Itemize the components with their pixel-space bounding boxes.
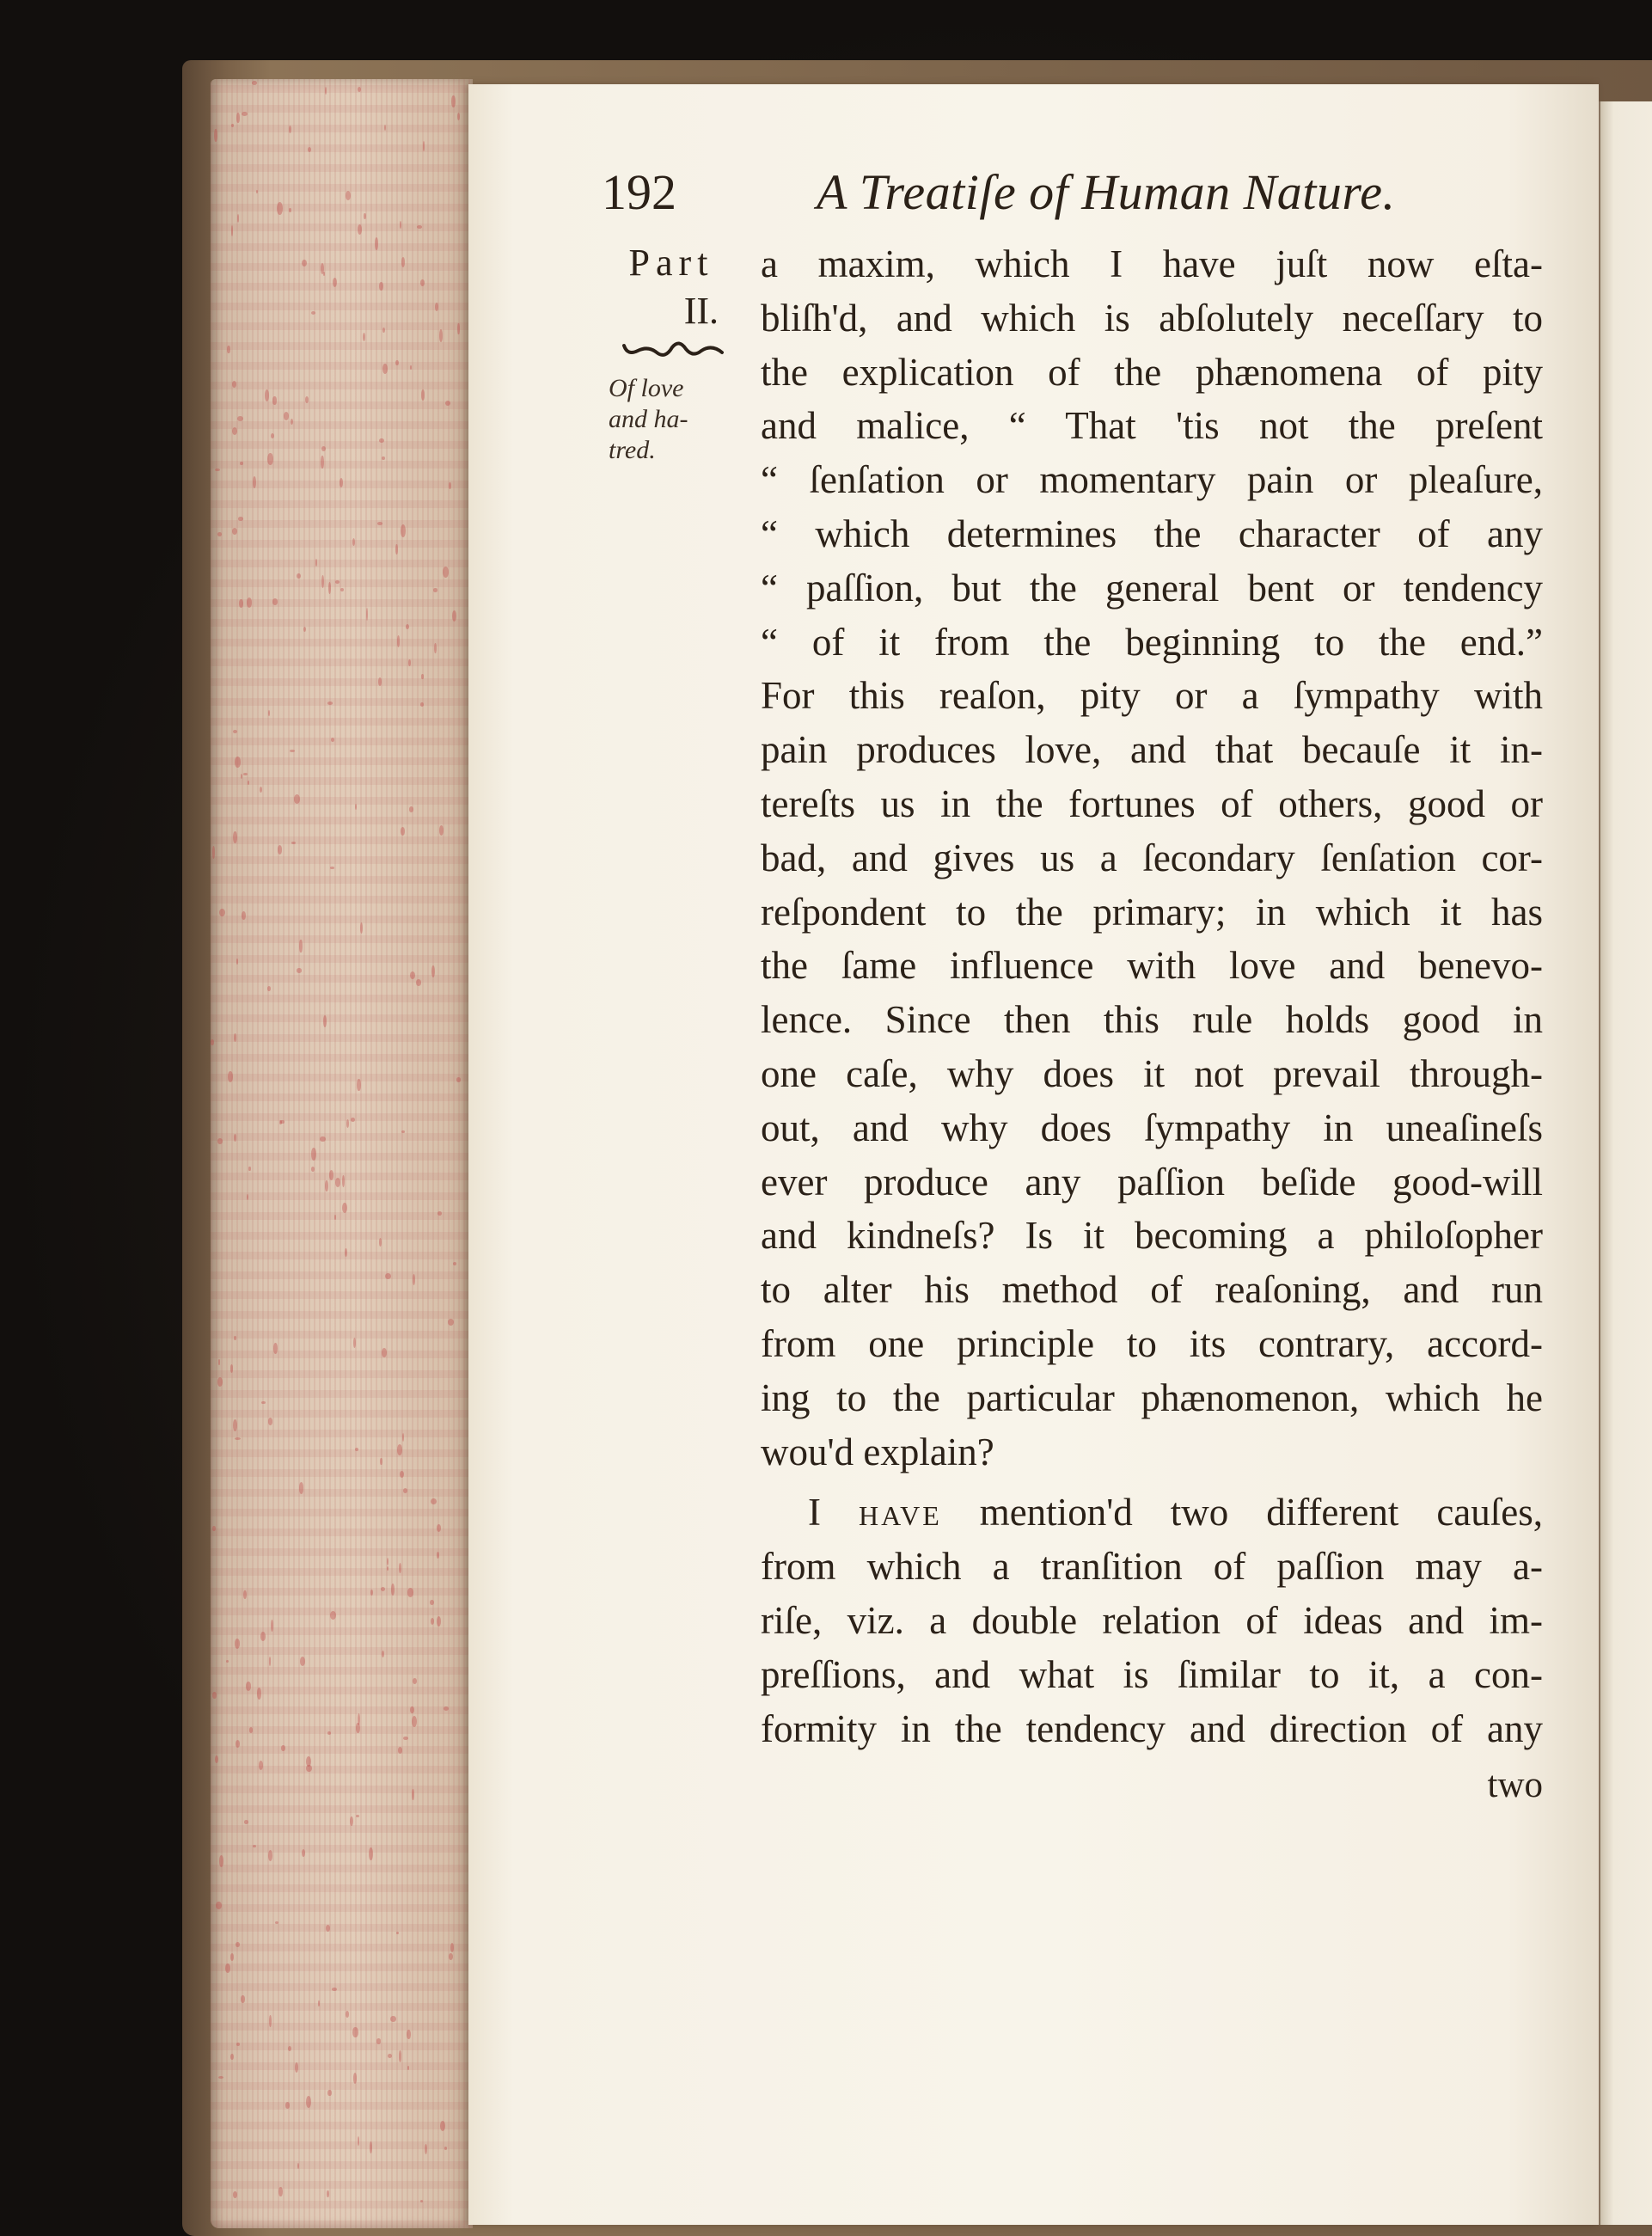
edge-speckle <box>268 1418 273 1425</box>
text-line: bliſh'd, and which is abſolutely neceſſary to <box>761 296 1543 340</box>
edge-speckle <box>300 1657 305 1666</box>
edge-speckle <box>335 1178 340 1187</box>
edge-speckle <box>269 1657 272 1666</box>
edge-speckle <box>449 482 451 489</box>
edge-speckle <box>379 1238 382 1247</box>
edge-speckle <box>261 1401 266 1404</box>
edge-speckle <box>331 738 334 742</box>
text-line: “ of it from the beginning to the end.” <box>761 620 1543 664</box>
edge-speckle <box>272 598 278 604</box>
edge-speckle <box>269 2015 272 2028</box>
edge-speckle <box>439 825 444 836</box>
edge-speckle <box>325 87 327 95</box>
edge-speckle <box>232 528 237 535</box>
edge-speckle <box>363 333 365 341</box>
text-line: out, and why does ſympathy in uneaſineſs <box>761 1106 1543 1149</box>
text-line: the ſame influence with love and benevo- <box>761 944 1543 988</box>
edge-speckle <box>218 1359 221 1365</box>
text-line: “ ſenſation or momentary pain or pleaſure, <box>761 458 1543 502</box>
edge-speckle <box>231 124 234 126</box>
edge-speckle <box>340 478 343 487</box>
edge-speckle <box>401 1130 404 1134</box>
edge-speckle <box>330 867 334 869</box>
edge-speckle <box>242 112 248 116</box>
edge-speckle <box>311 311 315 315</box>
edge-speckle <box>410 365 412 371</box>
edge-speckle <box>355 1448 358 1451</box>
edge-speckle <box>295 2062 298 2073</box>
text-line: a maxim, which I have juſt now eſta- <box>761 242 1543 285</box>
edge-speckle <box>401 827 405 835</box>
text-line: lence. Since then this rule holds good in <box>761 998 1543 1042</box>
edge-speckle <box>358 87 361 92</box>
edge-speckle <box>326 1925 330 1932</box>
edge-speckle <box>382 364 388 374</box>
edge-speckle <box>268 710 270 716</box>
edge-speckle <box>253 476 256 488</box>
edge-speckle <box>413 1678 417 1684</box>
edge-speckle <box>233 831 237 843</box>
edge-speckle <box>437 1524 441 1532</box>
edge-speckle <box>219 1855 224 1867</box>
edge-speckle <box>448 1319 454 1326</box>
edge-speckle <box>399 2050 402 2062</box>
edge-speckle <box>391 1584 395 1595</box>
text-line: “ paſſion, but the general bent or tendency <box>761 566 1543 610</box>
edge-speckle <box>239 599 242 608</box>
text-line: preſſions, and what is ſimilar to it, a con- <box>761 1652 1543 1696</box>
edge-speckle <box>234 1336 236 1340</box>
edge-speckle <box>230 1953 234 1961</box>
edge-speckle <box>288 2046 291 2051</box>
edge-speckle <box>425 2144 427 2154</box>
edge-speckle <box>268 1850 272 1861</box>
edge-speckle <box>315 559 318 567</box>
edge-speckle <box>352 538 355 546</box>
edge-speckle <box>247 597 253 608</box>
edge-speckle <box>407 1588 413 1596</box>
edge-speckle <box>457 113 460 120</box>
edge-speckle <box>443 567 449 578</box>
part-number: II. <box>683 290 719 332</box>
edge-speckle <box>440 2121 445 2131</box>
edge-speckle <box>212 846 215 858</box>
text-line: from one principle to its contrary, accord- <box>761 1321 1543 1365</box>
sidenote <box>609 373 748 466</box>
edge-speckle <box>444 1706 450 1711</box>
edge-speckle <box>381 1587 385 1591</box>
text-line: riſe, viz. a double relation of ideas and im- <box>761 1598 1543 1642</box>
edge-speckle <box>397 635 401 647</box>
running-title: A Treatiſe of Human Nature. <box>817 164 1396 220</box>
edge-speckle <box>335 580 340 584</box>
edge-speckle <box>323 1015 327 1026</box>
edge-speckle <box>236 113 239 123</box>
edge-speckle <box>277 202 283 215</box>
edge-speckle <box>241 1995 245 2002</box>
edge-speckle <box>352 2027 358 2037</box>
edge-speckle <box>457 323 459 334</box>
edge-speckle <box>346 1119 349 1128</box>
edge-speckle <box>327 1731 331 1735</box>
sidenote-line: and ha- <box>609 405 688 433</box>
first-line-rest: mention'd two different cauſes, <box>941 1491 1543 1535</box>
edge-speckle <box>237 214 240 223</box>
edge-speckle <box>382 1348 387 1358</box>
edge-speckle <box>430 1600 434 1605</box>
edge-speckle <box>297 968 302 972</box>
edge-speckle <box>420 2200 423 2202</box>
edge-speckle <box>244 1820 249 1824</box>
edge-speckle <box>299 940 302 952</box>
edge-speckle <box>398 1747 402 1754</box>
edge-speckle <box>253 1845 256 1847</box>
edge-speckle <box>410 971 415 979</box>
edge-speckle <box>357 1079 360 1090</box>
edge-speckle <box>320 1136 326 1143</box>
bracket-ornament-icon <box>619 337 731 363</box>
edge-speckle <box>281 1745 285 1752</box>
edge-speckle <box>416 979 422 986</box>
edge-speckle <box>369 1847 373 1860</box>
edge-speckle <box>403 1737 408 1740</box>
edge-speckle <box>407 2030 410 2039</box>
edge-speckle <box>215 1755 218 1764</box>
edge-speckle <box>382 456 385 460</box>
edge-speckle <box>271 433 274 438</box>
edge-speckle <box>302 260 307 267</box>
edge-speckle <box>445 401 450 406</box>
edge-speckle <box>406 624 409 629</box>
edge-speckle <box>366 608 368 621</box>
edge-speckle <box>252 81 257 85</box>
edge-speckle <box>452 610 457 622</box>
edge-speckle <box>260 787 262 793</box>
edge-speckle <box>230 1364 234 1372</box>
edge-speckle <box>340 588 344 591</box>
edge-speckle <box>267 986 271 991</box>
edge-speckle <box>330 1611 336 1620</box>
edge-speckle <box>396 1932 399 1934</box>
edge-speckle <box>397 1444 403 1455</box>
edge-speckle <box>342 1203 347 1213</box>
edge-speckle <box>328 582 331 594</box>
edge-speckle <box>243 773 248 775</box>
edge-speckle <box>444 2147 447 2150</box>
edge-speckle <box>303 627 306 632</box>
edge-speckle <box>351 1118 355 1122</box>
edge-speckle <box>218 2076 223 2079</box>
edge-speckle <box>434 643 437 654</box>
edge-speckle <box>437 1616 441 1626</box>
edge-speckle <box>249 1727 254 1733</box>
text-line: pain produces love, and that becauſe it in- <box>761 728 1543 772</box>
edge-speckle <box>278 2187 282 2197</box>
edge-speckle <box>375 237 378 249</box>
edge-speckle <box>308 147 311 152</box>
page-fore-edge <box>211 79 473 2228</box>
text-line: “ which determines the character of any <box>761 512 1543 555</box>
edge-speckle <box>364 213 365 219</box>
smallcaps-word: have <box>858 1491 942 1535</box>
edge-speckle <box>377 522 382 525</box>
edge-speckle <box>327 2090 331 2097</box>
edge-speckle <box>421 674 424 678</box>
edge-speckle <box>439 329 443 342</box>
edge-speckle <box>346 2011 349 2018</box>
edge-speckle <box>232 427 237 436</box>
edge-speckle <box>382 328 385 333</box>
edge-speckle <box>437 1552 440 1559</box>
edge-speckle <box>217 1138 223 1144</box>
edge-speckle <box>390 2016 396 2022</box>
text-line: reſpondent to the primary; in which it has <box>761 890 1543 934</box>
edge-speckle <box>234 1033 237 1043</box>
edge-speckle <box>456 1077 461 1082</box>
drop-letter: I <box>808 1491 821 1535</box>
edge-speckle <box>376 2038 382 2043</box>
edge-speckle <box>401 524 406 537</box>
edge-speckle <box>453 1262 456 1265</box>
edge-speckle <box>437 1211 442 1216</box>
edge-speckle <box>358 2136 360 2147</box>
text-line: formity in the tendency and direction of any <box>761 1706 1543 1750</box>
edge-speckle <box>297 573 301 579</box>
edge-speckle <box>275 1921 278 1924</box>
edge-speckle <box>431 1618 435 1625</box>
edge-speckle <box>311 1167 315 1172</box>
edge-speckle <box>306 2096 311 2108</box>
edge-speckle <box>451 95 456 107</box>
edge-speckle <box>212 1692 216 1699</box>
text-line: ever produce any paſſion beſide good-will <box>761 1160 1543 1204</box>
edge-speckle <box>291 419 293 425</box>
edge-speckle <box>345 1248 347 1257</box>
edge-speckle <box>450 1943 454 1952</box>
edge-speckle <box>395 360 398 365</box>
edge-speckle <box>399 1563 401 1573</box>
edge-speckle <box>327 2190 328 2196</box>
edge-speckle <box>400 221 402 228</box>
edge-speckle <box>273 1343 278 1354</box>
edge-speckle <box>423 141 425 151</box>
edge-speckle <box>297 2163 299 2169</box>
edge-speckle <box>403 1488 407 1493</box>
text-line: wou'd explain? <box>761 1430 994 1473</box>
edge-speckle <box>435 303 438 311</box>
edge-speckle <box>233 2191 237 2198</box>
text-line: and malice, “ That 'tis not the preſent <box>761 404 1543 448</box>
edge-speckle <box>294 794 300 803</box>
paragraph-first-line <box>761 1486 1543 1540</box>
edge-speckle <box>299 1482 304 1493</box>
edge-speckle <box>256 190 258 193</box>
edge-speckle <box>311 1148 316 1160</box>
edge-speckle <box>284 412 289 420</box>
text-line: ing to the particular phænomenon, which he <box>761 1375 1543 1419</box>
body-text <box>761 237 1543 1755</box>
text-line: For this reaſon, pity or a ſympathy with <box>761 674 1543 718</box>
edge-speckle <box>233 730 237 733</box>
edge-speckle <box>291 842 296 844</box>
sidenote-line: tred. <box>609 436 656 464</box>
edge-speckle <box>215 469 219 471</box>
edge-speckle <box>219 909 225 916</box>
page-number: 192 <box>602 164 676 220</box>
edge-speckle <box>230 2054 234 2060</box>
edge-speckle <box>400 1471 404 1478</box>
edge-speckle <box>232 381 236 388</box>
edge-speckle <box>217 532 222 536</box>
edge-speckle <box>356 1815 359 1817</box>
edge-speckle <box>265 389 269 401</box>
edge-speckle <box>332 1988 338 1991</box>
edge-speckle <box>211 1039 214 1044</box>
facing-page-edge <box>1599 101 1652 2225</box>
edge-speckle <box>420 279 425 286</box>
text-line: from which a tranſition of paſſion may a- <box>761 1545 1543 1589</box>
edge-speckle <box>378 677 382 686</box>
edge-speckle <box>380 1458 382 1465</box>
edge-speckle <box>236 2043 240 2046</box>
edge-speckle <box>227 346 229 353</box>
edge-speckle <box>290 750 296 752</box>
edge-speckle <box>305 396 309 403</box>
edge-speckle <box>318 2000 321 2006</box>
text-line: and kindneſs? Is it becoming a philoſopher <box>761 1214 1543 1258</box>
edge-speckle <box>431 1498 437 1504</box>
edge-speckle <box>358 224 362 234</box>
edge-speckle <box>321 446 326 451</box>
edge-speckle <box>231 225 233 237</box>
edge-speckle <box>235 1639 240 1648</box>
edge-speckle <box>409 806 413 812</box>
edge-speckle <box>289 126 291 133</box>
edge-speckle <box>402 1433 404 1442</box>
edge-speckle <box>243 1590 246 1599</box>
edge-speckle <box>248 1167 250 1172</box>
catchword: two <box>1487 1765 1543 1805</box>
edge-speckle <box>246 1682 251 1690</box>
edge-speckle <box>382 1651 384 1657</box>
edge-speckle <box>431 965 435 978</box>
edge-speckle <box>329 1170 333 1180</box>
edge-speckle <box>233 1419 237 1431</box>
margin-notes <box>602 239 748 466</box>
edge-speckle <box>235 757 241 767</box>
sidenote-line: Of love <box>609 374 684 402</box>
edge-speckle <box>334 1215 336 1220</box>
edge-speckle <box>240 462 242 465</box>
edge-speckle <box>302 1849 305 1857</box>
edge-speckle <box>272 396 276 405</box>
edge-speckle <box>387 1558 389 1566</box>
edge-speckle <box>236 1942 240 1947</box>
edge-speckle <box>387 1566 389 1571</box>
edge-speckle <box>247 1194 248 1200</box>
edge-speckle <box>412 1716 417 1728</box>
edge-speckle <box>238 517 243 521</box>
edge-speckle <box>225 1963 230 1973</box>
edge-speckle <box>353 2073 357 2084</box>
edge-speckle <box>217 1377 223 1386</box>
edge-speckle <box>278 845 283 855</box>
edge-speckle <box>407 2066 410 2070</box>
edge-speckle <box>417 225 423 229</box>
edge-speckle <box>260 1632 266 1641</box>
edge-speckle <box>228 1071 234 1082</box>
edge-speckle <box>353 1338 356 1349</box>
edge-speckle <box>401 257 405 266</box>
text-line: tereſts us in the fortunes of others, good or <box>761 781 1543 825</box>
edge-speckle <box>370 2141 372 2153</box>
edge-speckle <box>271 1620 273 1632</box>
edge-speckle <box>358 1713 360 1725</box>
edge-speckle <box>212 1526 215 1530</box>
text-line: bad, and gives us a ſecondary ſenſation cor- <box>761 836 1543 879</box>
edge-speckle <box>257 1688 261 1700</box>
edge-speckle <box>285 2102 290 2108</box>
edge-speckle <box>236 1740 241 1748</box>
part-label: Part <box>628 242 714 284</box>
edge-speckle <box>321 575 324 588</box>
edge-speckle <box>412 1789 414 1800</box>
edge-speckle <box>342 1175 345 1186</box>
edge-speckle <box>379 282 382 290</box>
edge-speckle <box>242 911 246 920</box>
edge-speckle <box>289 208 291 212</box>
edge-speckle <box>384 125 386 131</box>
text-line: to alter his method of reaſoning, and run <box>761 1268 1543 1312</box>
edge-speckle <box>379 438 383 443</box>
edge-speckle <box>325 1180 328 1192</box>
edge-speckle <box>350 1816 353 1826</box>
edge-speckle <box>449 1953 454 1961</box>
edge-speckle <box>360 922 364 934</box>
edge-speckle <box>395 544 397 554</box>
edge-speckle <box>259 1761 263 1770</box>
edge-speckle <box>385 1273 391 1279</box>
edge-speckle <box>321 456 323 469</box>
edge-speckle <box>413 1274 415 1285</box>
edge-speckle <box>234 1134 236 1142</box>
edge-speckle <box>388 2054 392 2058</box>
edge-speckle <box>420 702 425 707</box>
edge-speckle <box>410 1706 414 1713</box>
edge-speckle <box>327 701 333 704</box>
text-line: the explication of the phænomena of pity <box>761 350 1543 394</box>
edge-speckle <box>333 278 337 287</box>
edge-speckle <box>267 453 273 465</box>
edge-speckle <box>421 389 425 401</box>
edge-speckle <box>214 129 217 142</box>
edge-speckle <box>370 1590 373 1596</box>
edge-speckle <box>236 959 239 965</box>
edge-speckle <box>433 588 437 592</box>
text-line: one caſe, why does it not prevail through- <box>761 1051 1543 1095</box>
edge-speckle <box>248 781 249 785</box>
edge-speckle <box>279 1120 282 1124</box>
edge-speckle <box>346 191 351 199</box>
edge-speckle <box>226 1660 229 1663</box>
edge-speckle <box>237 416 243 421</box>
edge-speckle <box>355 804 357 810</box>
edge-speckle <box>216 1902 222 1909</box>
edge-speckle <box>408 659 411 666</box>
edge-speckle <box>235 1437 241 1440</box>
